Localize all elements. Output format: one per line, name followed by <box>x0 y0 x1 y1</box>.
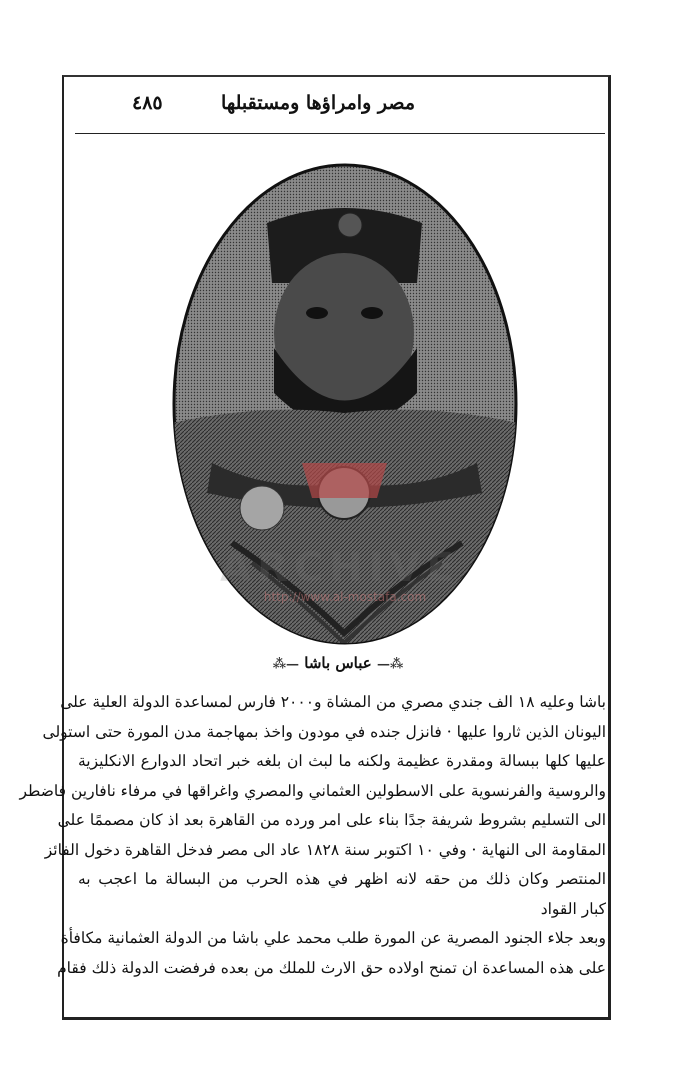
text-line: الى التسليم بشروط شريفة جدًا بناء على امر ورده من القاهرة بعد اذ كان مصممًا على <box>57 811 606 829</box>
text-line: المنتصر وكان ذلك من حقه لانه اظهر في هذه الحرب من البسالة ما اعجب به <box>78 870 606 888</box>
body-text <box>19 688 606 983</box>
paragraph-1 <box>19 688 606 924</box>
portrait-caption <box>0 654 676 672</box>
caption-ornament-left: —⁂ <box>272 657 300 672</box>
running-title: مصر وامراؤها ومستقبلها <box>221 92 415 114</box>
caption-ornament-right: ⁂— <box>376 657 404 672</box>
text-line: اليونان الذين ثاروا عليها · فانزل جنده في مودون واخذ بمهاجمة مدن المورة حتى استولى <box>42 722 606 741</box>
header-rule <box>75 133 605 134</box>
text-line: على هذه المساعدة ان تمنح اولاده حق الارث للملك من بعده فرفضت الدولة ذلك فقام <box>57 958 606 977</box>
text-line: وبعد جلاء الجنود المصرية عن المورة طلب محمد علي باشا من الدولة العثمانية مكافأة <box>60 929 606 947</box>
paragraph-2 <box>57 924 606 983</box>
running-header <box>70 88 605 120</box>
caption-text: عباس باشا <box>304 654 372 672</box>
text-line: باشا وعليه ١٨ الف جندي مصري من المشاة و٢٠٠٠ فارس لمساعدة الدولة العلية على <box>60 693 606 711</box>
text-line: كبار القواد <box>540 899 606 918</box>
watermark-url: http://www.al-mostafa.com <box>263 590 427 604</box>
page-number: ٤٨٥ <box>132 92 163 114</box>
text-line: عليها كلها ببسالة ومقدرة عظيمة ولكنه ما لبث ان بلغه خبر اتحاد الدوارع الانكليزية <box>78 752 606 770</box>
text-line: المقاومة الى النهاية · وفي ١٠ اكتوبر سنة ١٨٢٨ عاد الى مصر فدخل القاهرة دخول الفائز <box>44 840 606 859</box>
archive-watermark: ARCHIVE <box>220 545 460 591</box>
text-line: والروسية والفرنسوية على الاسطولين العثماني والمصري واغراقها في مرفاء نافارين فاضطر <box>19 781 606 800</box>
